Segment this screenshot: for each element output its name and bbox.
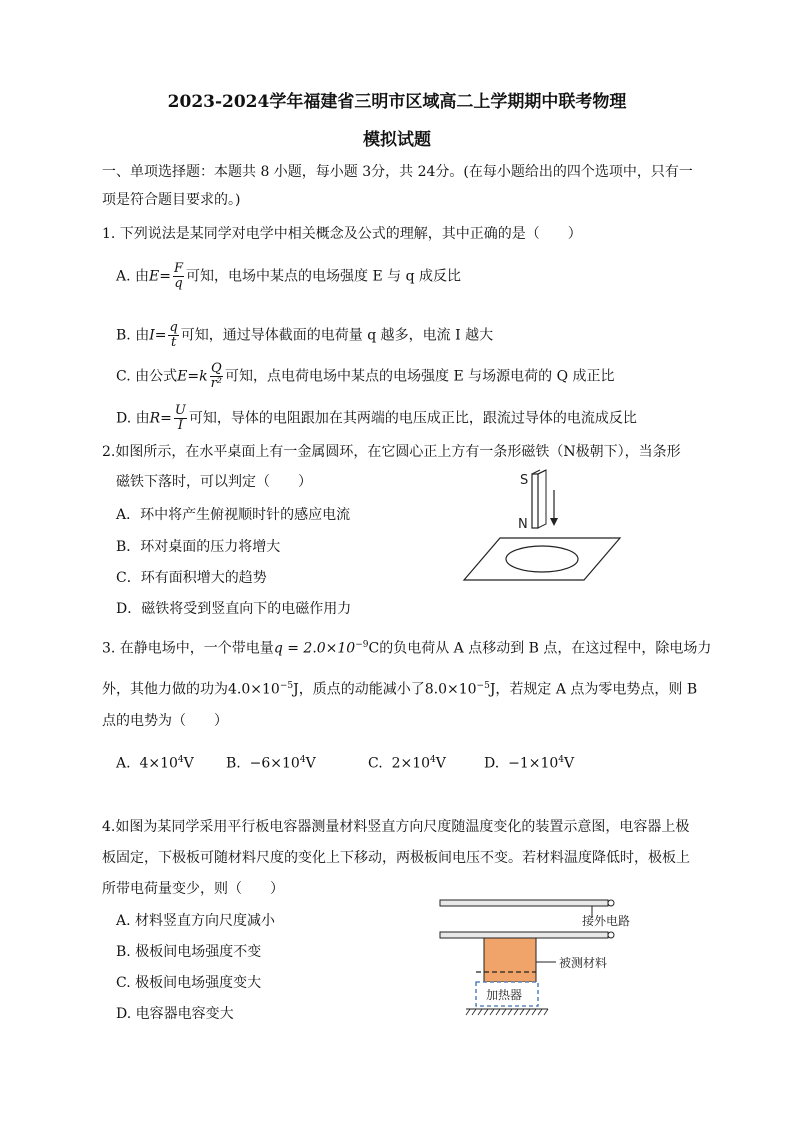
q1-d-lhs: R= xyxy=(149,410,172,427)
q1-option-b xyxy=(116,321,493,350)
q3-c-unit: V xyxy=(435,755,446,772)
q2-option-a: A．环中将产生俯视顺时针的感应电流 xyxy=(116,507,351,523)
q4-stem-line3: 所带电荷量变少，则（ ） xyxy=(102,881,284,897)
q3-option-c xyxy=(368,750,446,774)
q1-b-den: t xyxy=(171,335,177,350)
q1-c-lhs: E=k xyxy=(177,368,208,385)
page-title: 2023-2024学年福建省三明市区域高二上学期期中联考物理 xyxy=(167,92,627,112)
q3-a-unit: V xyxy=(183,755,194,772)
q3-work-value: 4.0×10 xyxy=(228,681,280,698)
q3-option-a xyxy=(116,750,194,774)
q3-a-label: A. xyxy=(116,755,131,772)
q1-b-label: B. 由 xyxy=(116,327,150,344)
q1-b-fraction xyxy=(168,321,178,350)
lower-plate xyxy=(440,932,608,938)
q1-a-text: 可知，电场中某点的电场强度 E 与 q 成反比 xyxy=(186,268,461,285)
q3-charge-value: q = 2.0×10 xyxy=(273,640,356,657)
section-instructions-line2: 项是符合题目要求的。) xyxy=(102,192,241,208)
q4-option-c: C. 极板间电场强度变大 xyxy=(116,975,262,991)
section-instructions-line1: 一、单项选择题：本题共 8 小题，每小题 3分，共 24分。(在每小题给出的四个选项中，只有一 xyxy=(102,164,693,180)
q1-d-fraction xyxy=(174,404,187,433)
q3-b-unit: V xyxy=(305,755,316,772)
q2-stem-line2: 磁铁下落时，可以判定（ ） xyxy=(116,474,312,490)
q1-c-den: r² xyxy=(210,376,222,391)
terminal-upper xyxy=(608,900,614,906)
q3-d-val: −1×10 xyxy=(508,755,559,772)
q1-option-d xyxy=(116,404,637,433)
q3-stem-line1 xyxy=(102,635,711,659)
q1-option-a xyxy=(116,262,461,291)
magnet-s-label: S xyxy=(520,473,529,488)
q3-d-exp: 4 xyxy=(558,755,565,765)
q3-a-val: 4×10 xyxy=(139,755,178,772)
q1-d-text: 可知，导体的电阻跟加在其两端的电压成正比，跟流过导体的电流成反比 xyxy=(188,410,637,427)
q4-stem-line1: 4.如图为某同学采用平行板电容器测量材料竖直方向尺度随温度变化的装置示意图，电容器上极 xyxy=(102,819,690,835)
fall-arrow-head xyxy=(550,518,558,526)
q3-work-exp: −5 xyxy=(279,681,294,691)
capacitor-figure xyxy=(432,892,662,1024)
material-label: 被测材料 xyxy=(559,956,608,970)
bar-magnet xyxy=(532,474,538,528)
q1-d-label: D. 由 xyxy=(116,410,150,427)
q3-line2-text-b: J，质点的动能减小了 xyxy=(293,681,425,698)
q2-option-d: D．磁铁将受到竖直向下的电磁作用力 xyxy=(116,601,352,617)
magnet-ring-figure xyxy=(460,466,630,586)
q2-option-c: C．环有面积增大的趋势 xyxy=(116,570,267,586)
ground-hatch xyxy=(466,1009,548,1015)
upper-plate xyxy=(440,900,608,906)
q1-c-fraction xyxy=(210,362,223,391)
q3-c-exp: 4 xyxy=(430,755,436,765)
q3-charge-exp: −9 xyxy=(355,640,369,650)
q3-stem-line2 xyxy=(102,676,697,700)
magnet-side xyxy=(538,470,546,528)
q1-option-c xyxy=(116,362,615,391)
q1-d-num: U xyxy=(174,403,186,418)
q1-b-text: 可知，通过导体截面的电荷量 q 越多，电流 I 越大 xyxy=(180,327,494,344)
q4-option-a: A. 材料竖直方向尺度减小 xyxy=(116,913,276,929)
q1-a-lhs: E= xyxy=(149,268,171,285)
q2-stem-line1: 2.如图所示，在水平桌面上有一金属圆环，在它圆心正上方有一条形磁铁（N极朝下），当条形 xyxy=(102,444,681,460)
q1-d-den: I xyxy=(177,418,183,433)
q3-c-val: 2×10 xyxy=(391,755,431,772)
q3-line2-text-a: 外，其他力做的功为 xyxy=(102,681,228,698)
metal-ring xyxy=(506,546,578,572)
q3-b-exp: 4 xyxy=(299,755,306,765)
q3-d-label: D. xyxy=(484,755,500,772)
q1-c-text: 可知，点电荷电场中某点的电场强度 E 与场源电荷的 Q 成正比 xyxy=(225,368,615,385)
terminal-lower xyxy=(608,932,614,938)
q3-line1-text-b: C的负电荷从 A 点移动到 B 点，在这过程中，除电场力 xyxy=(368,640,712,657)
q1-a-fraction xyxy=(173,262,184,291)
q3-line2-text-c: J，若规定 A 点为零电势点，则 B xyxy=(489,681,698,698)
magnet-n-label: N xyxy=(518,517,528,532)
material-block xyxy=(484,938,536,982)
q1-b-lhs: I= xyxy=(149,327,167,344)
q3-ke-value: 8.0×10 xyxy=(424,681,477,698)
q3-b-label: B. xyxy=(226,755,241,772)
q3-c-label: C. xyxy=(368,755,383,772)
q1-c-num: Q xyxy=(210,361,222,376)
q4-stem-line2: 板固定，下极板可随材料尺度的变化上下移动，两极板间电压不变。若材料温度降低时，极板上 xyxy=(102,850,690,866)
q2-option-b: B．环对桌面的压力将增大 xyxy=(116,539,281,555)
q1-a-den: q xyxy=(174,276,183,291)
q3-stem-line3: 点的电势为（ ） xyxy=(102,713,228,729)
q1-stem: 1. 下列说法是某同学对电学中相关概念及公式的理解，其中正确的是（ ） xyxy=(102,226,582,242)
q3-b-val: −6×10 xyxy=(249,755,300,772)
q3-a-exp: 4 xyxy=(177,755,184,765)
q3-option-b xyxy=(226,750,316,774)
q3-ke-exp: −5 xyxy=(476,681,490,691)
q4-option-d: D. 电容器电容变大 xyxy=(116,1006,234,1022)
q3-line1-text-a: 3. 在静电场中，一个带电量 xyxy=(102,640,274,657)
q1-a-num: F xyxy=(173,261,183,276)
heater-label: 加热器 xyxy=(486,988,523,1002)
page-subtitle: 模拟试题 xyxy=(363,130,431,150)
q1-c-label: C. 由公式 xyxy=(116,368,178,385)
q4-option-b: B. 极板间电场强度不变 xyxy=(116,944,262,960)
circuit-label: 接外电路 xyxy=(582,914,631,928)
q3-option-d xyxy=(484,750,574,774)
q3-d-unit: V xyxy=(564,755,575,772)
q1-a-label: A. 由 xyxy=(116,268,150,285)
q1-b-num: q xyxy=(169,320,178,335)
